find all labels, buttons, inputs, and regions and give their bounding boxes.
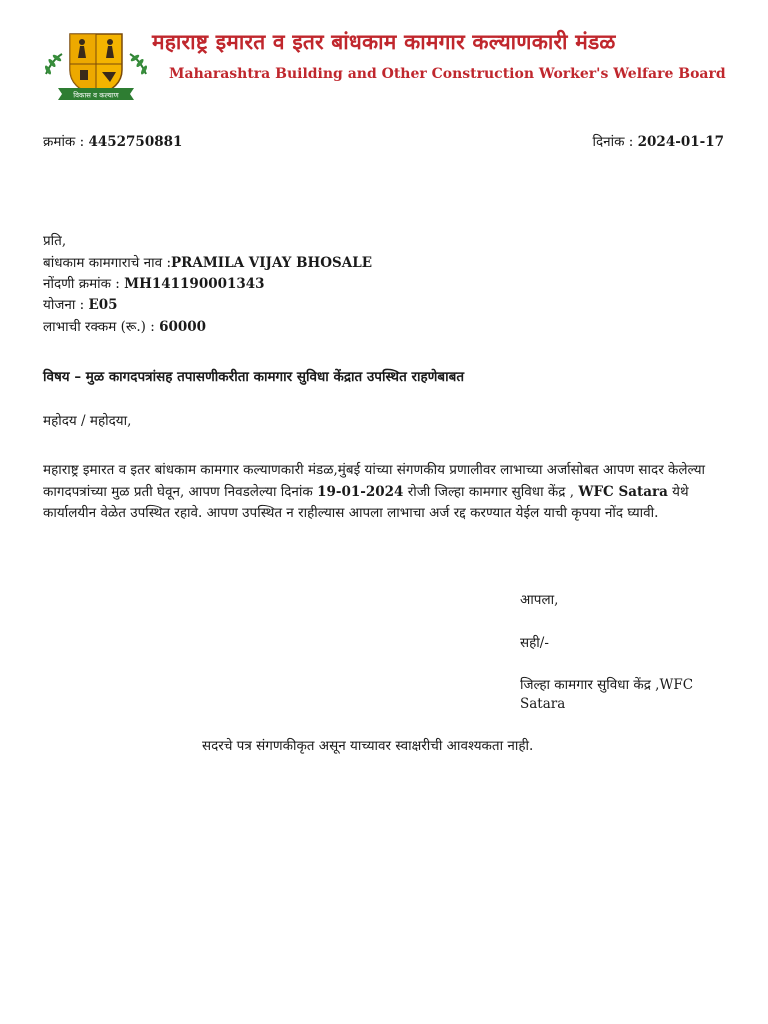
scheme-label: योजना : — [43, 297, 85, 313]
board-emblem — [40, 30, 152, 106]
office-name-line1: जिल्हा कामगार सुविधा केंद्र ,WFC — [520, 677, 694, 693]
signature: सही/- — [520, 635, 549, 651]
ref-value: 4452750881 — [88, 134, 183, 150]
registration-value: MH141190001343 — [124, 276, 265, 292]
reference-number — [43, 132, 182, 150]
benefit-amount — [43, 317, 206, 335]
board-name-hindi: महाराष्ट्र इमारत व इतर बांधकाम कामगार कल्याणकारी मंडळ — [152, 30, 616, 54]
worker-name-label: बांधकाम कामगाराचे नाव : — [43, 255, 171, 271]
footer-note: सदरचे पत्र संगणकीकृत असून याच्यावर स्वाक्षरीची आवश्यकता नाही. — [202, 738, 534, 754]
date-value: 2024-01-17 — [637, 134, 724, 150]
letter-subject: विषय – मुळ कागदपत्रांसह तपासणीकरीता कामगार सुविधा केंद्रात उपस्थित राहणेबाबत — [43, 369, 465, 385]
board-name-english: Maharashtra Building and Other Construction Worker's Welfare Board — [169, 66, 726, 82]
recipient-to: प्रति, — [43, 233, 67, 249]
appointment-date: 19-01-2024 — [317, 483, 404, 500]
emblem-icon — [40, 30, 152, 106]
amount-label: लाभाची रक्कम (रू.) : — [43, 319, 155, 335]
date-label: दिनांक : — [592, 134, 634, 150]
emblem-motto: विकास व कल्याण — [73, 91, 119, 100]
amount-value: 60000 — [159, 319, 207, 335]
body-paragraph — [43, 460, 723, 525]
worker-name — [43, 253, 372, 271]
body-text-1: महाराष्ट्र इमारत व इतर बांधकाम कामगार कल्याणकारी मंडळ,मुंबई यांच्या संगणकीय प्रणालीवर लाभाच्या अर्जासोबत आपण सादर केलेल्या कागदपत्रांच्या मुळ प्रती घेवून, आपण निवडलेल्या दिनांक — [43, 462, 706, 500]
body-text-2: रोजी जिल्हा कामगार सुविधा केंद्र , — [403, 483, 579, 500]
registration-label: नोंदणी क्रमांक : — [43, 276, 120, 292]
body-text-3: येथे कार्यालयीन वेळेत उपस्थित रहावे. आपण उपस्थित न राहील्यास आपला लाभाचा अर्ज रद्द करण्यात येईल याची कृपया नोंद घ्यावी. — [43, 483, 689, 521]
scheme — [43, 295, 118, 313]
salutation: महोदय / महोदया, — [43, 413, 132, 429]
office-name-line2: Satara — [520, 696, 566, 712]
closing: आपला, — [520, 592, 559, 608]
scheme-value: E05 — [88, 297, 118, 313]
facilitation-center: WFC Satara — [578, 483, 668, 500]
letter-date — [592, 132, 724, 150]
registration-number — [43, 274, 265, 292]
worker-name-value: PRAMILA VIJAY BHOSALE — [171, 255, 373, 271]
ref-label: क्रमांक : — [43, 134, 85, 150]
